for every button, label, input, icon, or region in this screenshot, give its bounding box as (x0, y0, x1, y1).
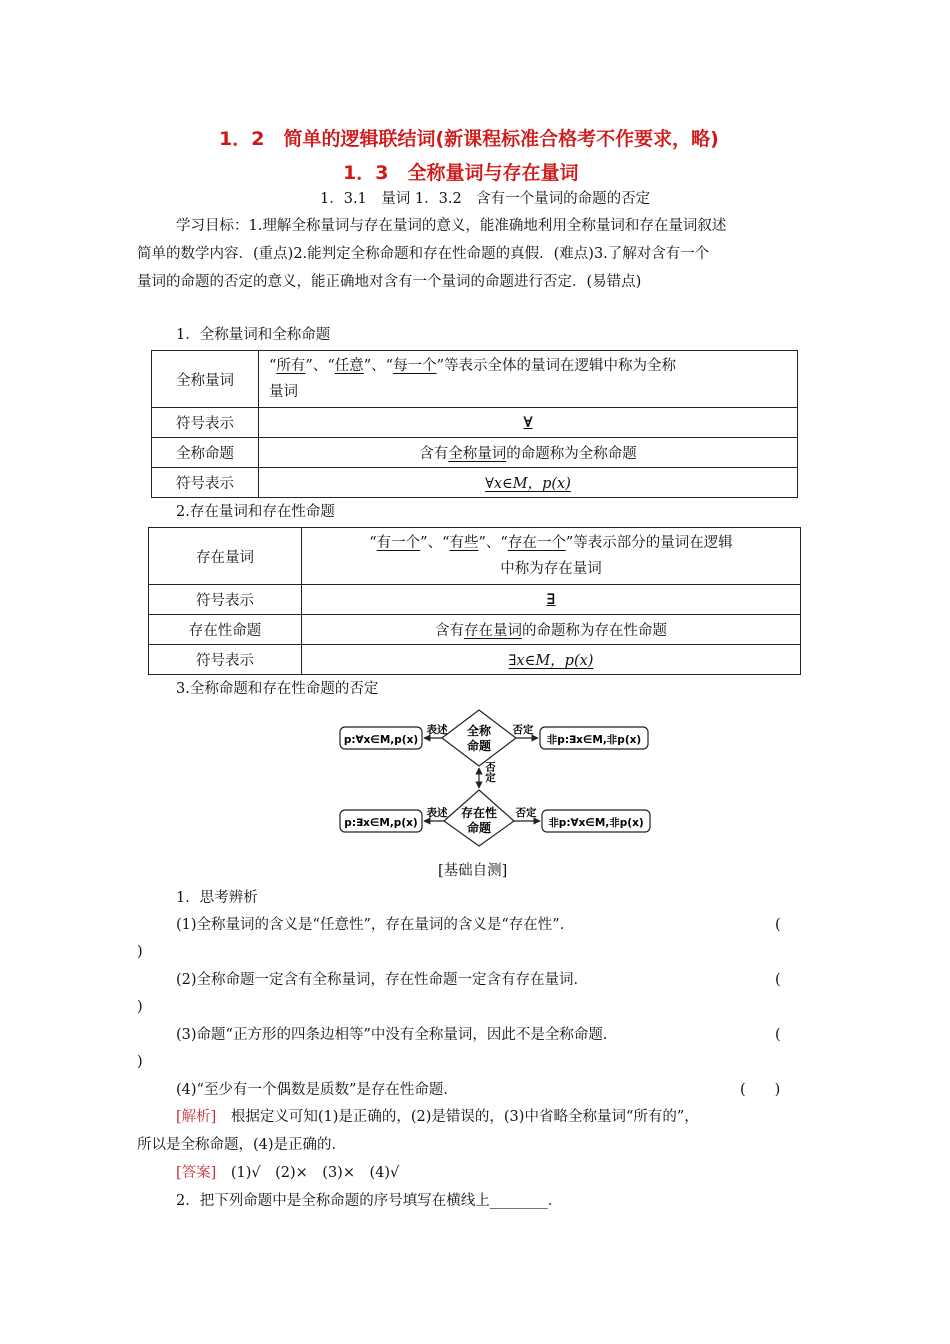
exists-notation: ∃x∈M，p(x) (508, 653, 594, 669)
diamond-universal (442, 710, 516, 766)
cell-definition: “所有”、“任意”、“每一个”等表示全体的量词在逻辑中称为全称 量词 (259, 351, 798, 408)
section-1-title: 1．全称量词和全称命题 (176, 327, 331, 343)
table-row (152, 438, 798, 468)
definition-text-cont: 量词 (269, 384, 298, 400)
subheading: 1．3.1 量词 1．3.2 含有一个量词的命题的否定 (320, 191, 651, 207)
analysis-line-1 (176, 1107, 699, 1127)
forall-notation: ∀x∈M，p(x) (485, 476, 571, 492)
objectives-line-2: 简单的数学内容．(重点)2.能判定全称命题和存在性命题的真假．(难点)3.了解对含有一个 (137, 246, 710, 262)
analysis-line-2: 所以是全称命题，(4)是正确的． (137, 1137, 347, 1153)
label-negate-bottom: 否定 (515, 807, 537, 819)
universal-quantifier-table (151, 350, 798, 498)
table-row (152, 408, 798, 438)
answer-tag: [答案] (176, 1165, 217, 1181)
keyword: 全称量词 (448, 446, 507, 462)
cell-label: 符号表示 (149, 585, 302, 615)
cell-definition (302, 615, 801, 645)
judgement-item-1: (1)全称量词的含义是“任意性”，存在量词的含义是“存在性”． (176, 917, 575, 933)
definition-text-cont: 中称为存在量词 (500, 561, 602, 577)
self-test-heading: [基础自测] (438, 863, 508, 879)
judgement-item-3: (3)命题“正方形的四条边相等”中没有全称量词，因此不是全称命题． (176, 1027, 618, 1043)
text-pre: 含有 (435, 623, 464, 639)
analysis-text: 根据定义可知(1)是正确的，(2)是错误的，(3)中省略全称量词“所有的”， (216, 1109, 699, 1125)
keyword: 存在量词 (464, 623, 522, 639)
notation-cell (302, 645, 801, 675)
text-post: 的命题称为全称命题 (506, 446, 637, 462)
keyword-each: 每一个 (393, 358, 437, 374)
answer-paren-close: ) (137, 1054, 143, 1070)
cell-label: 全称命题 (152, 438, 259, 468)
text-pre: 含有 (419, 446, 449, 462)
label-describe-top: 表述 (426, 724, 448, 736)
box-existential-negation-label: 非p:∀x∈M,非p(x) (548, 817, 644, 829)
table-row (152, 351, 798, 408)
keyword-exists-one: 存在一个 (507, 535, 566, 551)
existential-quantifier-table (148, 527, 801, 675)
definition-text: 等表示全体的量词在逻辑中称为全称 (444, 358, 676, 374)
objectives-line-1: 学习目标：1.理解全称量词与存在量词的意义，能准确地利用全称量词和存在量词叙述 (176, 218, 727, 234)
label-negate-top: 否定 (512, 724, 534, 736)
heading-line-1: 1．2 简单的逻辑联结词(新课程标准合格考不作要求，略) (219, 128, 719, 150)
question-2: 2．把下列命题中是全称命题的序号填写在横线上________． (176, 1193, 563, 1209)
answer-paren-close: ) (137, 999, 143, 1015)
label-describe-bottom: 表述 (426, 807, 448, 819)
cell-label: 存在量词 (149, 528, 302, 585)
notation-cell (259, 468, 798, 498)
cell-label: 符号表示 (152, 408, 259, 438)
question-1-title: 1．思考辨析 (176, 890, 258, 906)
table-row (149, 645, 801, 675)
answer-paren-close: ) (137, 944, 143, 960)
diamond-universal-line1: 全称 (466, 724, 492, 738)
keyword-any: 任意 (334, 358, 364, 374)
section-2-title: 2.存在量词和存在性命题 (176, 504, 335, 520)
analysis-tag: [解析] (176, 1109, 217, 1125)
exists-symbol: ∃ (302, 585, 801, 615)
negation-diagram (330, 706, 660, 848)
diamond-existential-line1: 存在性 (460, 806, 498, 820)
judgement-item-4: (4)“至少有一个偶数是质数”是存在性命题． (176, 1082, 458, 1098)
section-3-title: 3.全称命题和存在性命题的否定 (176, 681, 379, 697)
diamond-existential-line2: 命题 (466, 821, 492, 835)
answer-text: (1)√ (2)× (3)× (4)√ (216, 1165, 400, 1181)
box-existential-proposition-label: p:∃x∈M,p(x) (344, 817, 418, 829)
forall-symbol: ∀ (259, 408, 798, 438)
cell-definition: “有一个”、“有些”、“存在一个”等表示部分的量词在逻辑 中称为存在量词 (302, 528, 801, 585)
definition-text: 等表示部分的量词在逻辑 (573, 535, 733, 551)
cell-definition (259, 438, 798, 468)
answer-paren-open[interactable]: ( (775, 972, 781, 988)
table-row (149, 528, 801, 585)
answer-paren-open[interactable]: ( (775, 1027, 781, 1043)
cell-label: 符号表示 (149, 645, 302, 675)
answer-line (176, 1163, 399, 1183)
answer-paren-pair[interactable]: ( ) (740, 1082, 781, 1098)
table-row (152, 468, 798, 498)
answer-paren-open[interactable]: ( (775, 917, 781, 933)
cell-label: 存在性命题 (149, 615, 302, 645)
keyword-some: 有些 (449, 535, 479, 551)
cell-label: 全称量词 (152, 351, 259, 408)
keyword-all: 所有 (276, 358, 306, 374)
box-universal-proposition-label: p:∀x∈M,p(x) (343, 734, 419, 746)
judgement-item-2: (2)全称命题一定含有全称量词，存在性命题一定含有存在量词． (176, 972, 589, 988)
cell-label: 符号表示 (152, 468, 259, 498)
keyword-one: 有一个 (376, 535, 421, 551)
table-row (149, 615, 801, 645)
box-universal-negation-label: 非p:∃x∈M,非p(x) (546, 734, 642, 746)
label-negate-middle-1: 否定 (484, 761, 496, 783)
heading-line-2: 1．3 全称量词与存在量词 (343, 162, 579, 184)
table-row (149, 585, 801, 615)
text-post: 的命题称为存在性命题 (522, 623, 667, 639)
diamond-universal-line2: 命题 (466, 739, 492, 753)
objectives-line-3: 量词的命题的否定的意义，能正确地对含有一个量词的命题进行否定．(易错点) (137, 274, 642, 290)
